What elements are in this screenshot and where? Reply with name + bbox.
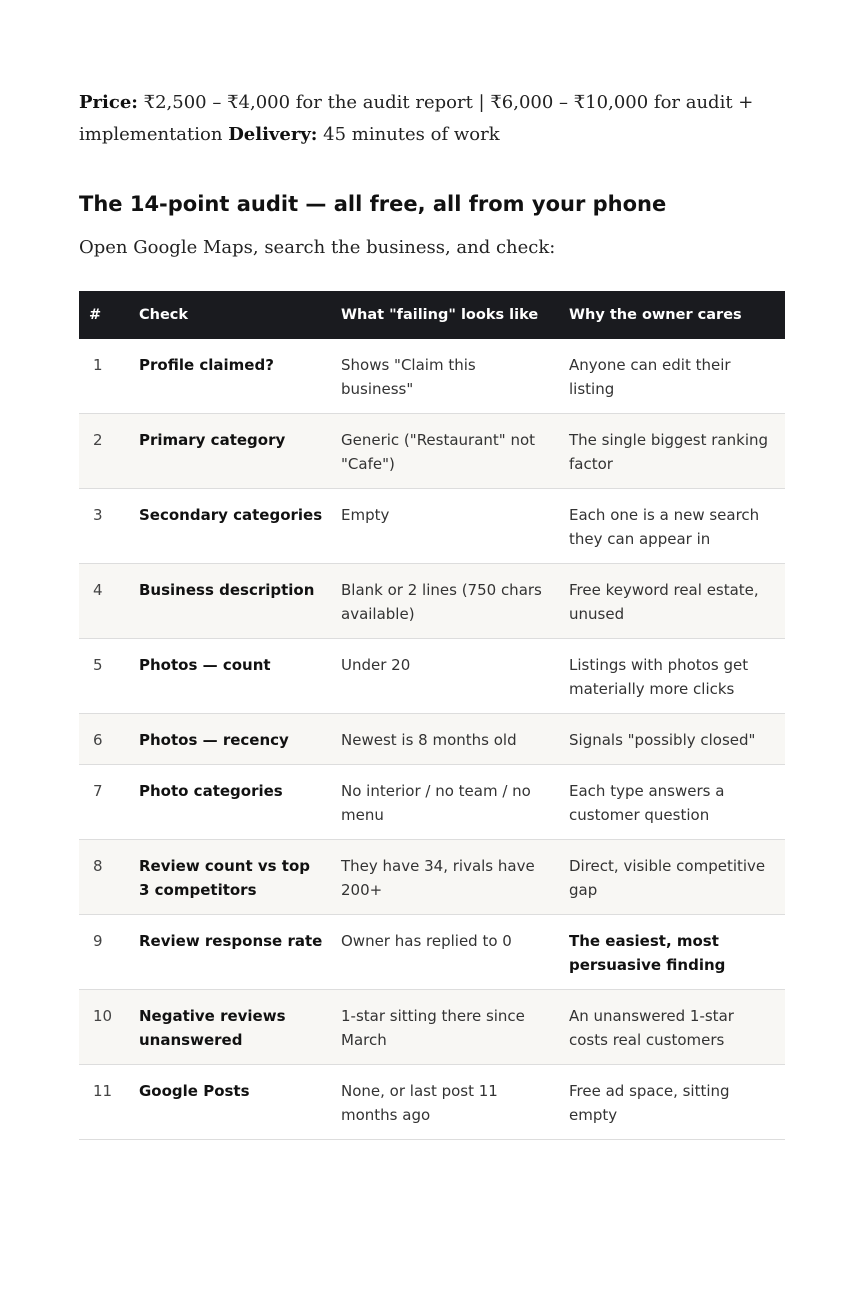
table-row [79, 339, 785, 414]
column-header-why: Why the owner cares [559, 291, 785, 339]
failing-description-cell: Newest is 8 months old [331, 714, 559, 765]
failing-description-cell: No interior / no team / no menu [331, 765, 559, 840]
owner-reason-cell: Free ad space, sitting empty [559, 1065, 785, 1140]
table-row [79, 414, 785, 489]
check-name-cell: Review response rate [129, 915, 331, 990]
column-header-check: Check [129, 291, 331, 339]
row-number-cell: 5 [79, 639, 129, 714]
row-number-cell: 3 [79, 489, 129, 564]
owner-reason-cell: Free keyword real estate, unused [559, 564, 785, 639]
column-header-failing: What "failing" looks like [331, 291, 559, 339]
owner-reason-cell: Listings with photos get materially more clicks [559, 639, 785, 714]
table-row [79, 765, 785, 840]
check-name-cell: Primary category [129, 414, 331, 489]
failing-description-cell: Owner has replied to 0 [331, 915, 559, 990]
table-row [79, 840, 785, 915]
delivery-label: Delivery: [228, 124, 318, 145]
pricing-paragraph [79, 87, 785, 151]
owner-reason-cell: Direct, visible competitive gap [559, 840, 785, 915]
check-name-cell: Business description [129, 564, 331, 639]
row-number-cell: 11 [79, 1065, 129, 1140]
check-name-cell: Google Posts [129, 1065, 331, 1140]
row-number-cell: 1 [79, 339, 129, 414]
owner-reason-cell: Each one is a new search they can appear in [559, 489, 785, 564]
table-row [79, 639, 785, 714]
row-number-cell: 2 [79, 414, 129, 489]
owner-reason-cell: Signals "possibly closed" [559, 714, 785, 765]
owner-reason-cell: The easiest, most persuasive finding [559, 915, 785, 990]
row-number-cell: 9 [79, 915, 129, 990]
check-name-cell: Profile claimed? [129, 339, 331, 414]
failing-description-cell: 1-star sitting there since March [331, 990, 559, 1065]
row-number-cell: 6 [79, 714, 129, 765]
check-name-cell: Photos — count [129, 639, 331, 714]
column-header-number: # [79, 291, 129, 339]
table-row [79, 564, 785, 639]
row-number-cell: 10 [79, 990, 129, 1065]
row-number-cell: 8 [79, 840, 129, 915]
check-name-cell: Photo categories [129, 765, 331, 840]
table-row [79, 990, 785, 1065]
row-number-cell: 4 [79, 564, 129, 639]
failing-description-cell: Blank or 2 lines (750 chars available) [331, 564, 559, 639]
price-label: Price: [79, 92, 138, 113]
table-row [79, 489, 785, 564]
owner-reason-cell: Each type answers a customer question [559, 765, 785, 840]
failing-description-cell: Under 20 [331, 639, 559, 714]
audit-table [79, 291, 785, 1140]
price-text: ₹2,500 – ₹4,000 for the audit report | ₹6,000 – ₹10,000 for audit + implementation [79, 92, 754, 145]
owner-reason-cell: An unanswered 1-star costs real customers [559, 990, 785, 1065]
row-number-cell: 7 [79, 765, 129, 840]
failing-description-cell: Shows "Claim this business" [331, 339, 559, 414]
check-name-cell: Photos — recency [129, 714, 331, 765]
failing-description-cell: None, or last post 11 months ago [331, 1065, 559, 1140]
failing-description-cell: They have 34, rivals have 200+ [331, 840, 559, 915]
failing-description-cell: Generic ("Restaurant" not "Cafe") [331, 414, 559, 489]
failing-description-cell: Empty [331, 489, 559, 564]
section-heading: The 14-point audit — all free, all from your phone [79, 192, 667, 216]
owner-reason-cell: Anyone can edit their listing [559, 339, 785, 414]
owner-reason-cell: The single biggest ranking factor [559, 414, 785, 489]
table-row [79, 1065, 785, 1140]
table-row [79, 915, 785, 990]
table-header-row [79, 291, 785, 339]
intro-text: Open Google Maps, search the business, and check: [79, 237, 556, 258]
check-name-cell: Secondary categories [129, 489, 331, 564]
audit-table-body [79, 339, 785, 1140]
check-name-cell: Review count vs top 3 competitors [129, 840, 331, 915]
table-row [79, 714, 785, 765]
check-name-cell: Negative reviews unanswered [129, 990, 331, 1065]
delivery-text: 45 minutes of work [317, 124, 500, 145]
